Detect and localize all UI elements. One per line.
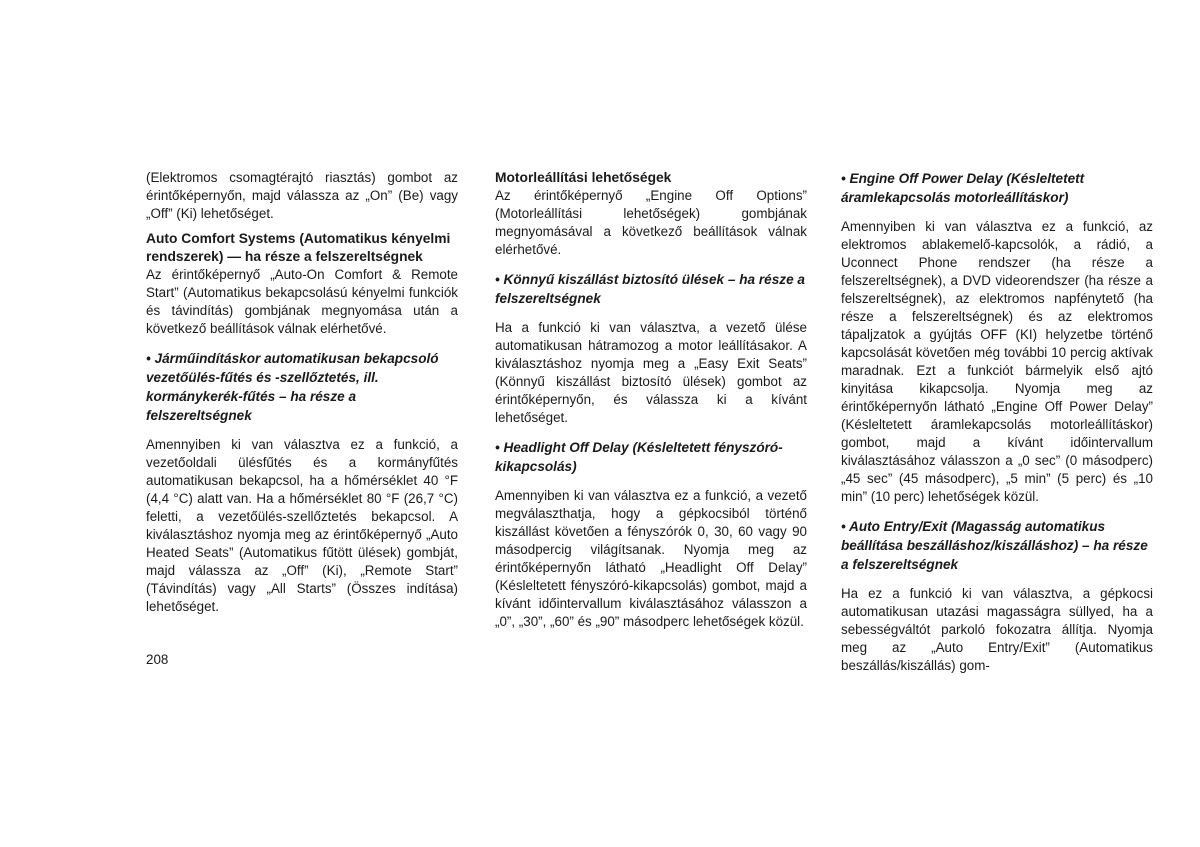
bullet-heading-auto-entry-exit: • Auto Entry/Exit (Magasság automatikus beállítása beszálláshoz/kiszálláshoz) – ha része a felszereltségnek [841,519,1148,572]
bullet-heading-easy-exit: • Könnyű kiszállást biztosító ülések – ha része a felszereltségnek [495,272,805,306]
paragraph-intro: (Elektromos csomagtérajtó riasztás) gombot az érintőképernyőn, majd válassza az „On” (Be) vagy „Off” (Ki) lehetőséget. [146,170,458,221]
paragraph-power-delay: Amennyiben ki van választva ez a funkció, az elektromos ablakemelő-kapcsolók, a rádió, a Uconnect Phone rendszer (ha része a felszereltségnek), a DVD videorendszer (ha része a felszereltségnek), az elektromos napfénytető (ha része a felszereltségnek) és az elektromos tápaljzatok a gyújtás OFF (KI) helyzetbe történő kapcsolását követően még további 10 percig aktívak maradnak. Ezt a funkciót bármelyik első ajtó kinyitása kikapcsolja. Nyomja meg az érintőképernyőn látható „Engine Off Power Delay” (Késleltetett áramlekapcsolás motorleállításkor) gombot, majd a kívánt időintervallum kiválasztásához válasszon a „0 sec” (0 másodperc) „45 sec” (45 másodperc), „5 min” (5 perc) és „10 min” (10 perc) lehetőségek közül. [841,219,1153,504]
paragraph-engine-off-options: Az érintőképernyő „Engine Off Options” (Motorleállítási lehetőségek) gombjának megnyomásával a következő beállítások válnak elérhetővé. [495,188,807,257]
bullet-heading-power-delay: • Engine Off Power Delay (Késleltetett áramlekapcsolás motorleállításkor) [841,171,1085,205]
text-column-right [841,169,1153,675]
text-column-middle [495,169,807,631]
paragraph-headlight-delay: Amennyiben ki van választva ez a funkció, a vezető megválaszthatja, hogy a gépkocsiból történő kiszállást követően a fényszórók 0, 30, 60 vagy 90 másodpercig világítsanak. Nyomja meg az érintőképernyőn látható „Headlight Off Delay” (Késleltetett fényszóró-kikapcsolás) gombot, majd a kívánt időintervallum kiválasztásához válasszon a „0”, „30”, „60” és „90” másodperc lehetőségek közül. [495,488,807,629]
page-number: 208 [146,652,169,667]
paragraph-auto-entry-exit: Ha ez a funkció ki van választva, a gépkocsi automatikusan utazási magasságra süllyed, ha a sebességváltót parkoló fokozatra állítja. Nyomja meg az „Auto Entry/Exit” (Automatikus beszállás/kiszállás) gom- [841,586,1153,673]
bullet-heading-headlight-delay: • Headlight Off Delay (Késleltetett fényszóró-kikapcsolás) [495,440,783,474]
paragraph-heated-seats: Amennyiben ki van választva ez a funkció, a vezetőoldali ülésfűtés és a kormányfűtés automatikusan bekapcsol, ha a hőmérséklet 40 °F (4,4 °C) alatt van. Ha a hőmérséklet 80 °F (26,7 °C) feletti, a vezetőülés-szellőztetés bekapcsol. A kiválasztáshoz nyomja meg az érintőképernyő „Auto Heated Seats” (Automatikus fűtött ülések) gombját, majd válassza az „Off” (Ki), „Remote Start” (Távindítás) vagy „All Starts” (Összes indítása) lehetőséget. [146,437,458,614]
paragraph-auto-comfort: Az érintőképernyő „Auto-On Comfort & Remote Start” (Automatikus bekapcsolású kényelmi funkciók és távindítás) gombjának megnyomása után a következő beállítások válnak elérhetővé. [146,267,458,336]
section-heading-auto-comfort: Auto Comfort Systems (Automatikus kényelmi rendszerek) — ha része a felszereltségnek [146,231,451,264]
section-heading-engine-off-options: Motorleállítási lehetőségek [495,170,672,185]
text-column-left [146,169,458,616]
bullet-heading-heated-seats: • Járműindításkor automatikusan bekapcsoló vezetőülés-fűtés és -szellőztetés, ill. kormánykerék-fűtés – ha része a felszereltségnek [146,351,439,423]
paragraph-easy-exit: Ha a funkció ki van választva, a vezető ülése automatikusan hátramozog a motor leállításakor. A kiválasztáshoz nyomja meg a „Easy Exit Seats” (Könnyű kiszállást biztosító ülések) gombot az érintőképernyőn, és válassza ki a kívánt lehetőséget. [495,320,807,425]
